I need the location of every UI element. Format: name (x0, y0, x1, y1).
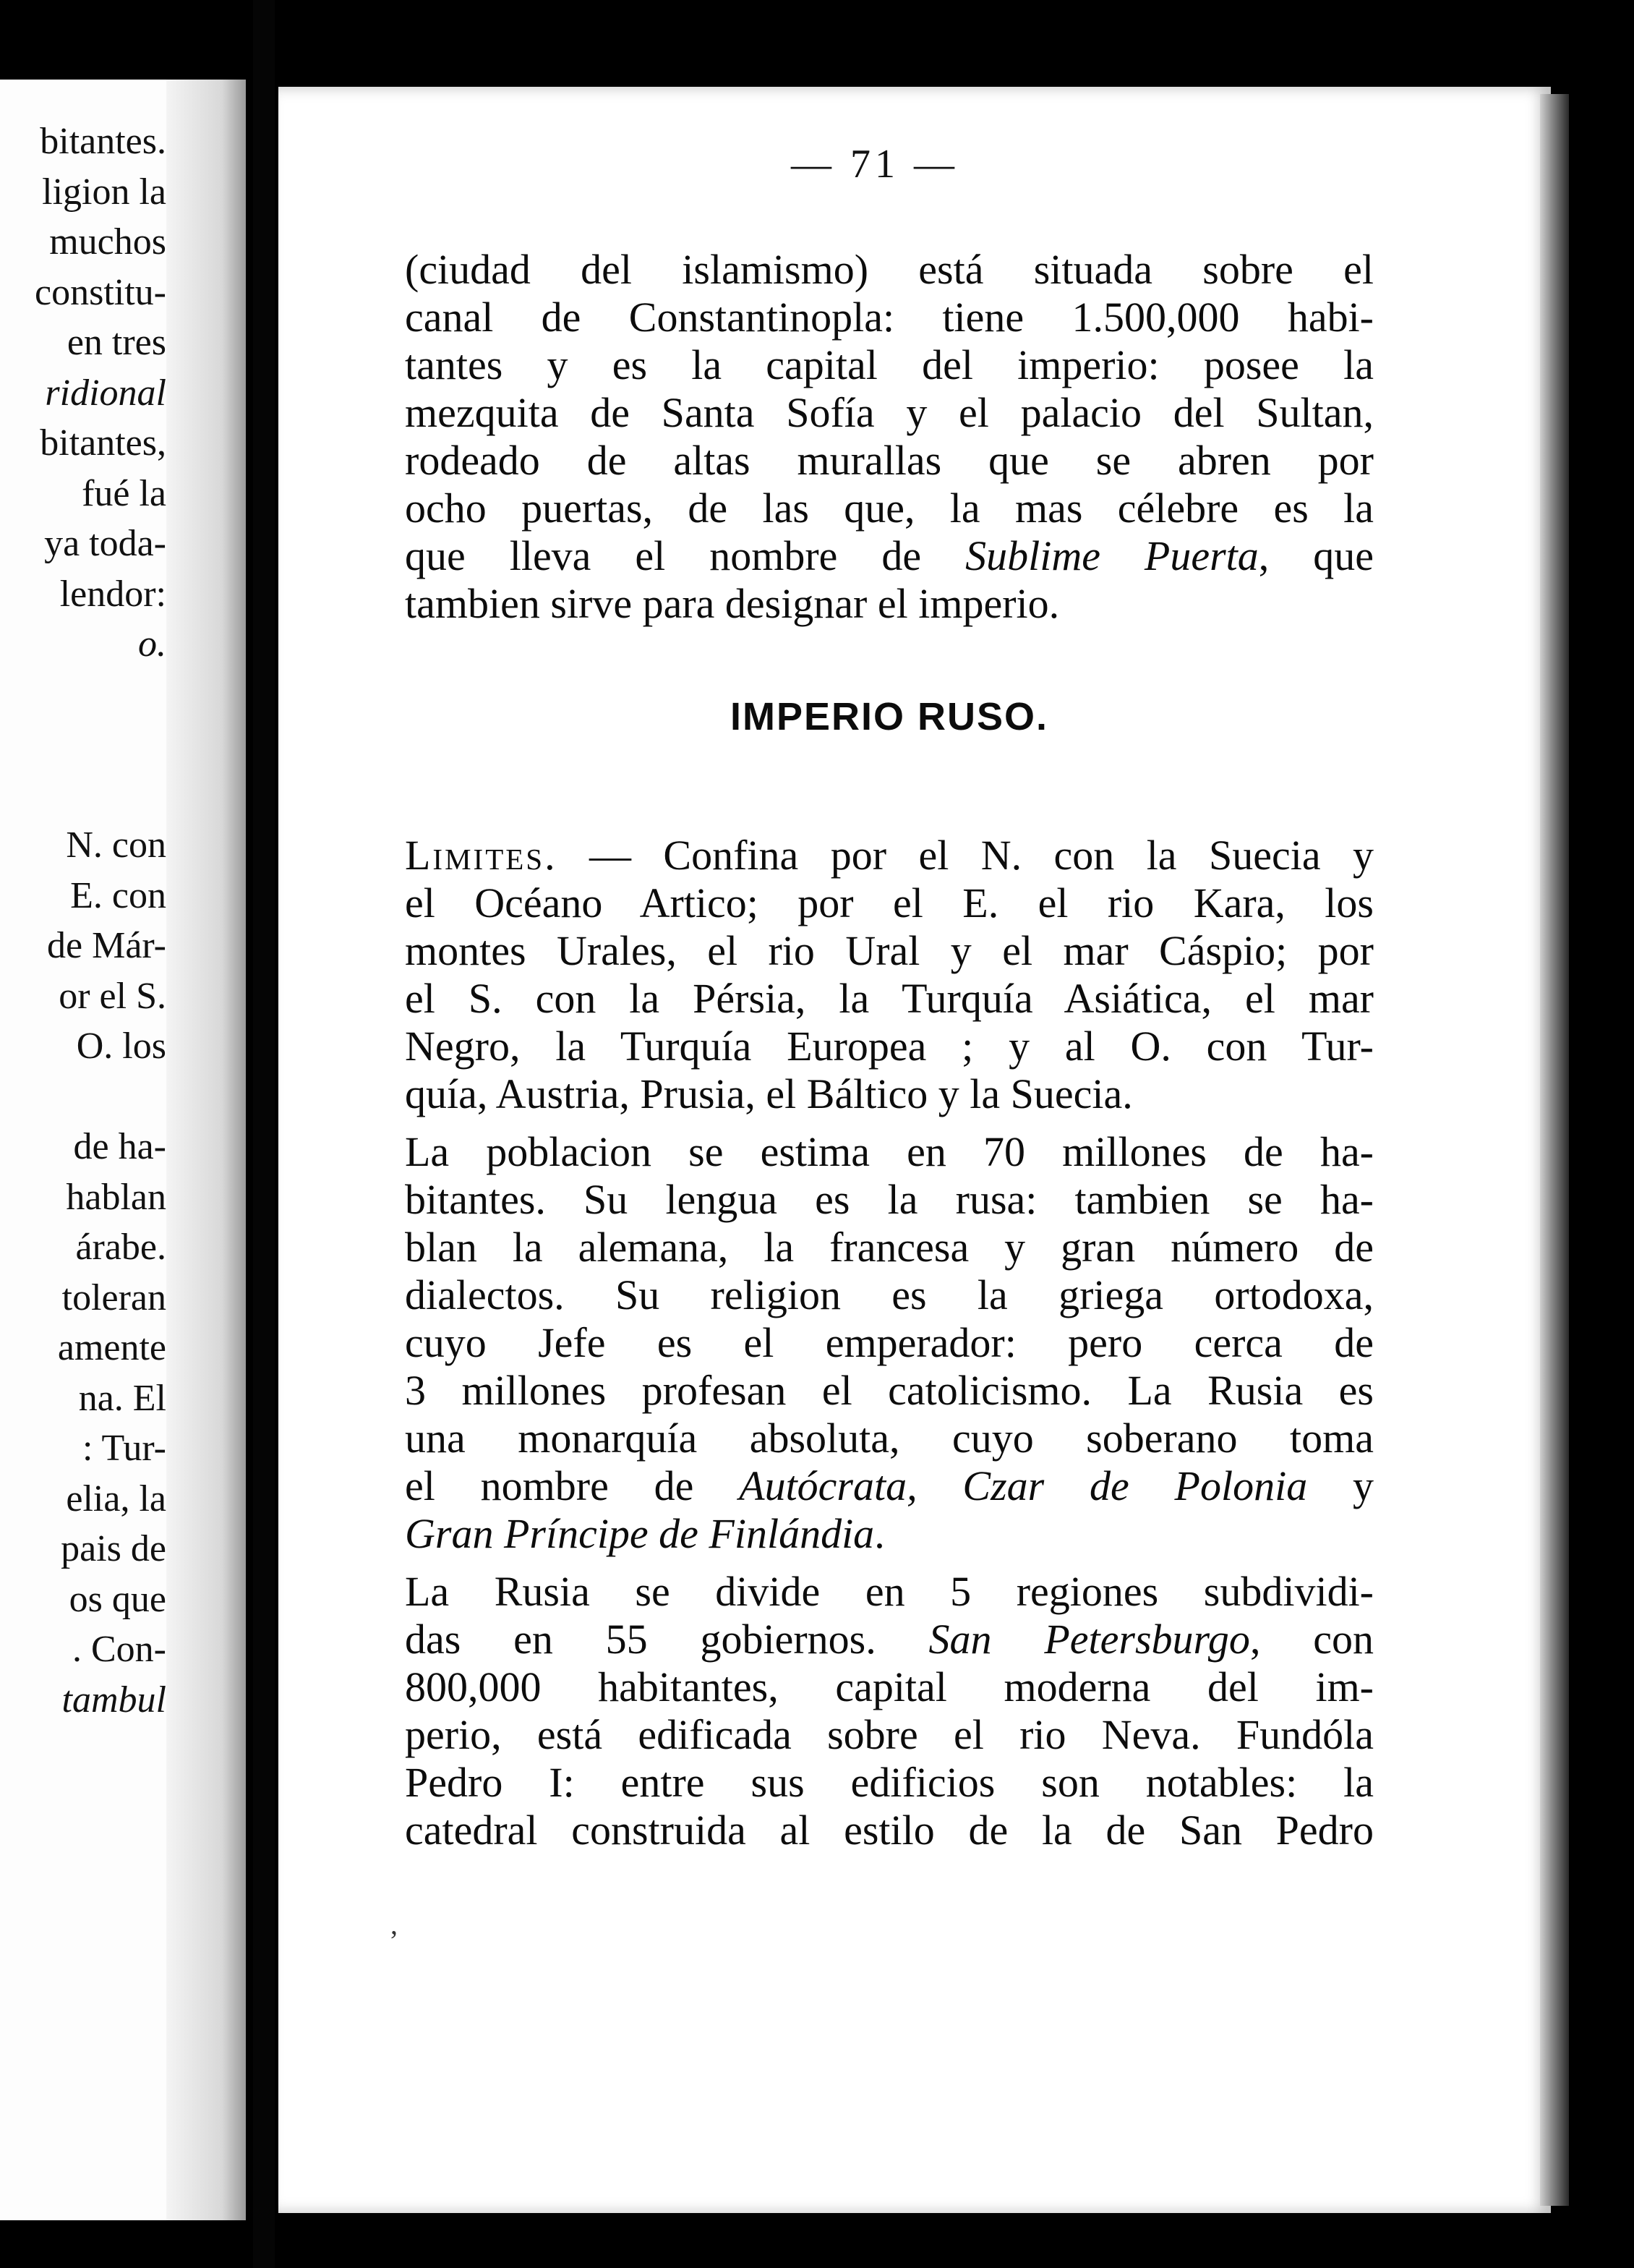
left-page-line: pais de (61, 1528, 166, 1569)
left-page-line: de Már- (47, 925, 166, 966)
left-page-line: bitantes, (40, 422, 166, 464)
text-line: el S. con la Pérsia, la Turquía Asiática, el mar (405, 975, 1374, 1022)
ink-speck: ʼ (389, 1924, 399, 1957)
text-line: el Océano Artico; por el E. el rio Kara, los (405, 879, 1374, 926)
text-line: mezquita de Santa Sofía y el palacio del Sultan, (405, 389, 1374, 436)
text-line-limites: Limites. — Confina por el N. con la Suecia y (405, 832, 1374, 879)
text-line: La Rusia se divide en 5 regiones subdividi- (405, 1568, 1374, 1615)
left-page-line: en tres (67, 322, 166, 363)
left-page-line: hablan (66, 1176, 166, 1218)
left-page-line: muchos (49, 221, 166, 263)
left-page-line: ridional (45, 372, 166, 414)
left-page-line: toleran (61, 1276, 166, 1318)
left-page-line: or el S. (59, 975, 166, 1017)
left-page-line: árabe. (75, 1227, 166, 1268)
text-line: 3 millones profesan el catolicismo. La Rusia es (405, 1367, 1374, 1414)
text-line: catedral construida al estilo de la de San Pedro (405, 1807, 1374, 1854)
page-number: — 71 — (791, 142, 959, 187)
text-line: una monarquía absoluta, cuyo soberano toma (405, 1415, 1374, 1462)
left-page-line: ya toda- (44, 523, 166, 564)
text-line-autocrata: el nombre de Autócrata, Czar de Polonia y (405, 1462, 1374, 1509)
text-line: canal de Constantinopla: tiene 1.500,000 habi- (405, 294, 1374, 341)
text-line: montes Urales, el rio Ural y el mar Cáspio; por (405, 927, 1374, 974)
italic-term: Gran Príncipe de Finlándia (405, 1510, 875, 1557)
italic-term: San Petersburgo (928, 1616, 1250, 1663)
text-line: dialectos. Su religion es la griega ortodoxa, (405, 1271, 1374, 1318)
text-line: La poblacion se estima en 70 millones de ha- (405, 1128, 1374, 1175)
left-page-line: o. (138, 623, 166, 665)
left-page-line: lendor: (59, 573, 166, 615)
left-page-line: fué la (82, 472, 166, 514)
text-line: (ciudad del islamismo) está situada sobre el (405, 246, 1374, 293)
text-line: tambien sirve para designar el imperio. (405, 580, 1060, 627)
left-page-line: E. con (70, 874, 166, 916)
section-heading: IMPERIO RUSO. (730, 695, 1049, 738)
left-page-shadow (166, 80, 246, 2220)
book-gutter (253, 0, 275, 2268)
text-line-sublime-puerta: que lleva el nombre de Sublime Puerta, que (405, 532, 1374, 579)
text-line: perio, está edificada sobre el rio Neva. Fundóla (405, 1711, 1374, 1758)
text-line: tantes y es la capital del imperio: posee la (405, 341, 1374, 388)
left-page-line: constitu- (35, 271, 166, 313)
italic-term: Sublime Puerta (965, 532, 1259, 579)
left-page-line: tambul (61, 1679, 166, 1721)
text-line: rodeado de altas murallas que se abren por (405, 437, 1374, 484)
left-page-line: de ha- (73, 1126, 166, 1167)
left-page-line: amente (57, 1327, 166, 1368)
left-page-fragment (0, 80, 246, 2220)
text-line: bitantes. Su lengua es la rusa: tambien se ha- (405, 1176, 1374, 1223)
run-in-heading: Limites. (405, 832, 557, 879)
left-page-line: : Tur- (82, 1428, 166, 1469)
left-page-line: elia, la (66, 1478, 166, 1519)
text-line: blan la alemana, la francesa y gran número de (405, 1224, 1374, 1271)
text-line: ocho puertas, de las que, la mas célebre es la (405, 485, 1374, 532)
text-line-san-petersburgo: das en 55 gobiernos. San Petersburgo, con (405, 1616, 1374, 1663)
left-page-line: na. El (78, 1377, 166, 1419)
left-page-line: N. con (66, 824, 166, 866)
left-page-line: bitantes. (40, 121, 166, 162)
text-line: Negro, la Turquía Europea ; y al O. con Tur- (405, 1023, 1374, 1070)
text-line: 800,000 habitantes, capital moderna del im- (405, 1663, 1374, 1710)
left-page-line: O. los (76, 1026, 166, 1067)
italic-term: Autócrata, Czar de Polonia (739, 1462, 1308, 1509)
left-page-line: . Con- (72, 1629, 166, 1670)
left-page-line: os que (69, 1578, 166, 1620)
text-line: cuyo Jefe es el emperador: pero cerca de (405, 1319, 1374, 1366)
text-line-gran-principe: Gran Príncipe de Finlándia. (405, 1510, 885, 1557)
page-edge (1540, 94, 1569, 2206)
left-page-line: ligion la (42, 171, 166, 213)
text-line: quía, Austria, Prusia, el Báltico y la Suecia. (405, 1070, 1133, 1117)
text-line: Pedro I: entre sus edificios son notables: la (405, 1759, 1374, 1806)
